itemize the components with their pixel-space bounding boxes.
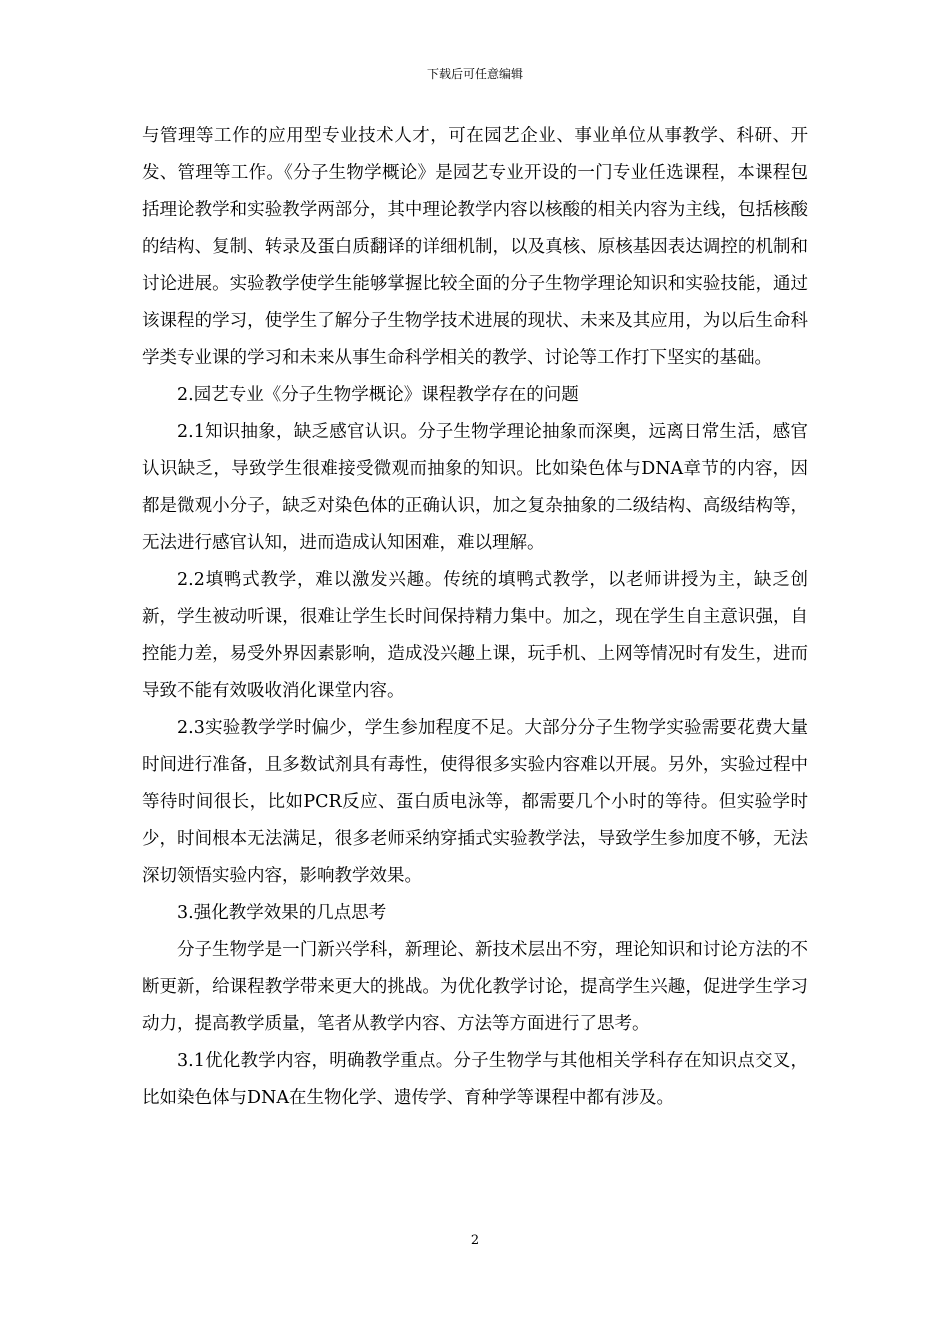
section-heading-2: 2.园艺专业《分子生物学概论》课程教学存在的问题: [177, 385, 579, 405]
paragraph-continuation: 与管理等工作的应用型专业技术人才，可在园艺企业、事业单位从事教学、科研、开发、管理等工作。《分子生物学概论》是园艺专业开设的一门专业任选课程，本课程包括理论教学和实验教学两部分，其中理论教学内容以核酸的相关内容为主线，包括核酸的结构、复制、转录及蛋白质翻译的详细机制，以及真核、原核基因表达调控的机制和讨论进展。实验教学使学生能够掌握比较全面的分子生物学理论知识和实验技能，通过该课程的学习，使学生了解分子生物学技术进展的现状、未来及其应用，为以后生命科学类专业课的学习和未来从事生命科学相关的教学、讨论等工作打下坚实的基础。: [142, 126, 808, 368]
page-number: 2: [470, 1233, 480, 1248]
section-heading-3: 3.强化教学效果的几点思考: [177, 903, 387, 923]
paragraph-3-1: 3.1优化教学内容，明确教学重点。分子生物学与其他相关学科存在知识点交叉，比如染色体与DNA在生物化学、遗传学、育种学等课程中都有涉及。: [142, 1051, 808, 1108]
paragraph-2-3: 2.3实验教学学时偏少，学生参加程度不足。大部分分子生物学实验需要花费大量时间进行准备，且多数试剂具有毒性，使得很多实验内容难以开展。另外，实验过程中等待时间很长，比如PCR反应、蛋白质电泳等，都需要几个小时的等待。但实验学时少，时间根本无法满足，很多老师采纳穿插式实验教学法，导致学生参加度不够，无法深切领悟实验内容，影响教学效果。: [142, 718, 808, 886]
page-header: 下载后可任意编辑: [426, 67, 523, 81]
paragraph-2-1: 2.1知识抽象，缺乏感官认识。分子生物学理论抽象而深奥，远离日常生活，感官认识缺乏，导致学生很难接受微观而抽象的知识。比如染色体与DNA章节的内容，因都是微观小分子，缺乏对染色体的正确认识，加之复杂抽象的二级结构、高级结构等，无法进行感官认知，进而造成认知困难，难以理解。: [142, 422, 808, 553]
document-body: [142, 118, 808, 1117]
paragraph-2-2: 2.2填鸭式教学，难以激发兴趣。传统的填鸭式教学，以老师讲授为主，缺乏创新，学生被动听课，很难让学生长时间保持精力集中。加之，现在学生自主意识强，自控能力差，易受外界因素影响，造成没兴趣上课，玩手机、上网等情况时有发生，进而导致不能有效吸收消化课堂内容。: [142, 570, 808, 701]
paragraph-3-intro: 分子生物学是一门新兴学科，新理论、新技术层出不穷，理论知识和讨论方法的不断更新，给课程教学带来更大的挑战。为优化教学讨论，提高学生兴趣，促进学生学习动力，提高教学质量，笔者从教学内容、方法等方面进行了思考。: [142, 940, 808, 1034]
